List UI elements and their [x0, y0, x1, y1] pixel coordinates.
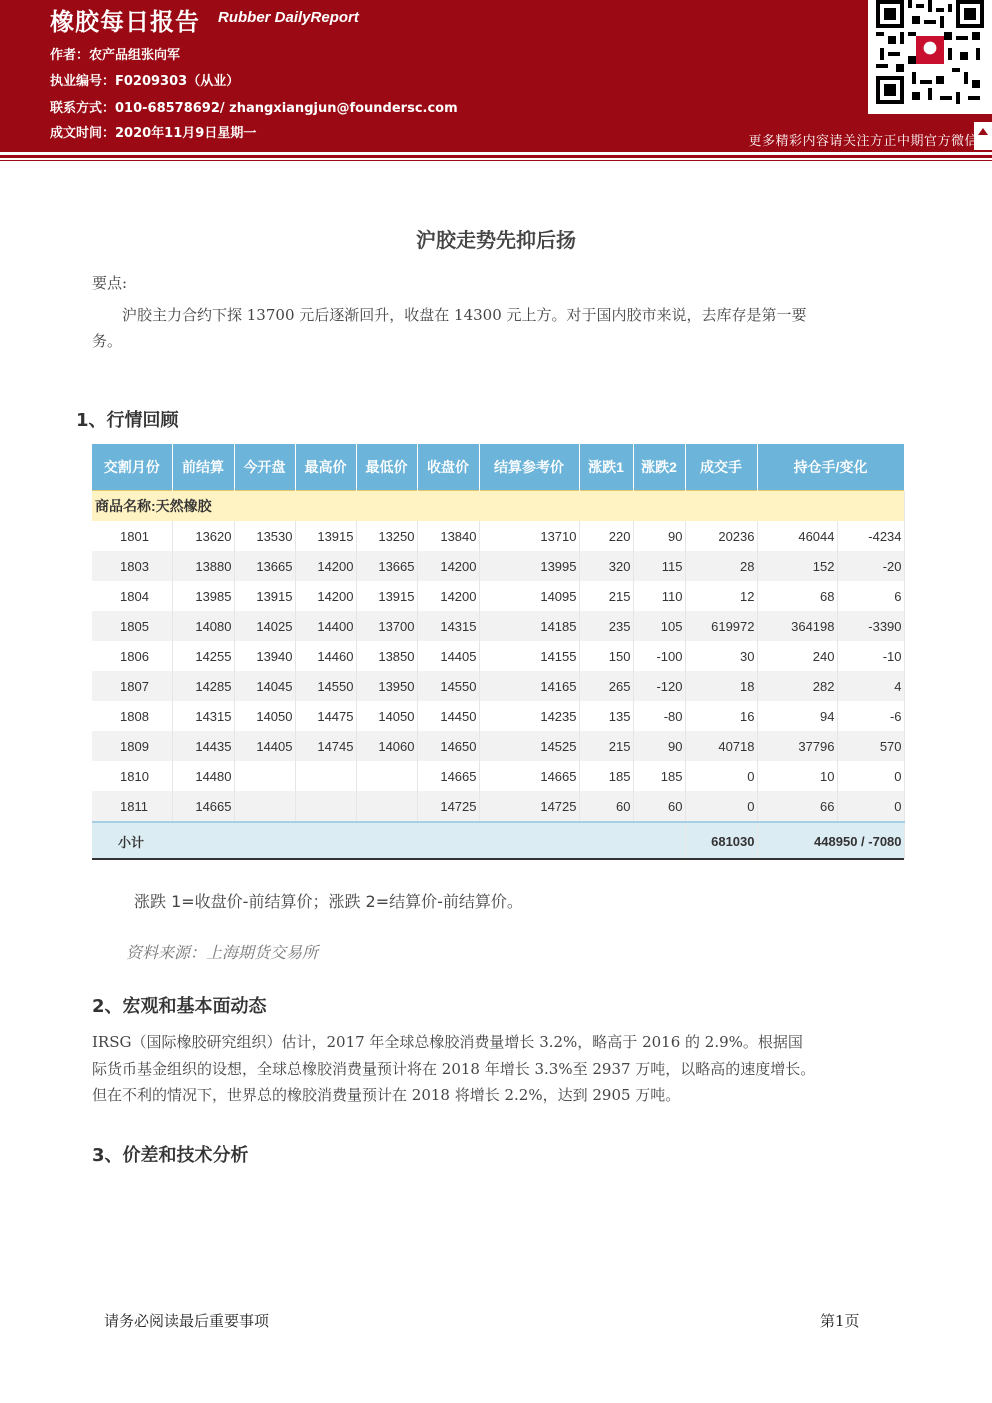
table-row — [92, 761, 904, 791]
table-cell: 13710 — [479, 521, 579, 551]
table-cell: 94 — [757, 701, 837, 731]
table-cell: 1806 — [92, 641, 172, 671]
follow-text: 更多精彩内容请关注方正中期官方微信 — [748, 134, 978, 149]
table-cell: 1801 — [92, 521, 172, 551]
table-cell: 14550 — [295, 671, 356, 701]
table-cell: -4234 — [837, 521, 904, 551]
table-cell: -100 — [633, 641, 685, 671]
table-cell: 1804 — [92, 581, 172, 611]
summary-text: 沪胶主力合约下探 13700 元后逐渐回升，收盘在 14300 元上方。对于国内胶市来说，去库存是第一要 — [122, 306, 807, 324]
footer-disclaimer: 请务必阅读最后重要事项 — [104, 1312, 270, 1330]
table-cell — [234, 791, 295, 822]
table-cell: 215 — [579, 581, 633, 611]
col-header: 结算参考价 — [479, 444, 579, 491]
table-cell: 0 — [837, 761, 904, 791]
table-cell: 14400 — [295, 611, 356, 641]
col-header: 今开盘 — [234, 444, 295, 491]
table-cell: 1810 — [92, 761, 172, 791]
table-bottom-border — [92, 858, 904, 860]
subtotal-row — [92, 822, 904, 859]
table-cell: 37796 — [757, 731, 837, 761]
macro-para-line: 但在不利的情况下，世界总的橡胶消费量预计在 2018 将增长 2.2%，达到 2905 万吨。 — [92, 1086, 681, 1104]
table-cell: 110 — [633, 581, 685, 611]
col-header: 交割月份 — [92, 444, 172, 491]
table-cell: 13985 — [172, 581, 234, 611]
section-heading-spread: 3、价差和技术分析 — [92, 1145, 249, 1166]
table-cell: 12 — [685, 581, 757, 611]
table-cell — [356, 791, 417, 822]
table-cell: 13530 — [234, 521, 295, 551]
author-line: 作者：农产品组张向军 — [50, 48, 181, 63]
table-cell: 14745 — [295, 731, 356, 761]
table-cell: 135 — [579, 701, 633, 731]
summary-text-cont: 务。 — [92, 332, 123, 350]
table-cell: 14050 — [356, 701, 417, 731]
table-cell: 14725 — [479, 791, 579, 822]
table-cell: 320 — [579, 551, 633, 581]
macro-para-line: 际货币基金组织的设想，全球总橡胶消费量预计将在 2018 年增长 3.3%至 2937 万吨，以略高的速度增长。 — [92, 1060, 816, 1078]
table-cell: 4 — [837, 671, 904, 701]
table-cell: 14165 — [479, 671, 579, 701]
subtotal-open-interest: 448950 / -7080 — [757, 822, 904, 859]
table-cell — [295, 791, 356, 822]
group-row — [92, 491, 904, 522]
table-cell: 18 — [685, 671, 757, 701]
table-cell: 66 — [757, 791, 837, 822]
table-cell: 90 — [633, 731, 685, 761]
header-divider — [0, 155, 992, 158]
table-cell: -20 — [837, 551, 904, 581]
table-cell: 1805 — [92, 611, 172, 641]
data-source: 资料来源：上海期货交易所 — [126, 943, 319, 962]
table-cell: 14025 — [234, 611, 295, 641]
table-cell: 14650 — [417, 731, 479, 761]
table-cell: 40718 — [685, 731, 757, 761]
table-row — [92, 611, 904, 641]
table-cell: 0 — [685, 791, 757, 822]
table-cell: 14405 — [417, 641, 479, 671]
table-cell: 14200 — [417, 551, 479, 581]
table-cell: 0 — [685, 761, 757, 791]
macro-para-line: IRSG（国际橡胶研究组织）估计，2017 年全球总橡胶消费量增长 3.2%，略高于 2016 的 2.9%。根据国 — [92, 1033, 803, 1051]
table-cell: 20236 — [685, 521, 757, 551]
table-cell: -10 — [837, 641, 904, 671]
table-cell: 14315 — [172, 701, 234, 731]
table-cell: 13915 — [234, 581, 295, 611]
table-cell: 14665 — [172, 791, 234, 822]
table-cell: 13620 — [172, 521, 234, 551]
table-cell: 570 — [837, 731, 904, 761]
col-header: 持仓手/变化 — [757, 444, 904, 491]
table-cell: 90 — [633, 521, 685, 551]
license-line: 执业编号：F0209303（从业） — [50, 74, 240, 89]
table-cell: 13950 — [356, 671, 417, 701]
table-cell: 14200 — [417, 581, 479, 611]
table-cell: 14060 — [356, 731, 417, 761]
table-cell: 14200 — [295, 551, 356, 581]
table-cell: 13665 — [234, 551, 295, 581]
table-cell: 220 — [579, 521, 633, 551]
table-cell: 150 — [579, 641, 633, 671]
table-cell: 105 — [633, 611, 685, 641]
table-cell: 1808 — [92, 701, 172, 731]
table-cell: -120 — [633, 671, 685, 701]
table-cell: 13850 — [356, 641, 417, 671]
table-cell: 185 — [633, 761, 685, 791]
table-cell: 14315 — [417, 611, 479, 641]
summary-label: 要点: — [92, 274, 128, 292]
table-cell: 14155 — [479, 641, 579, 671]
table-row — [92, 641, 904, 671]
table-cell: 14235 — [479, 701, 579, 731]
table-cell: 152 — [757, 551, 837, 581]
table-cell: 14480 — [172, 761, 234, 791]
table-cell: 13915 — [356, 581, 417, 611]
table-cell: 60 — [633, 791, 685, 822]
table-cell: 1809 — [92, 731, 172, 761]
table-cell: 13665 — [356, 551, 417, 581]
table-cell: 619972 — [685, 611, 757, 641]
table-cell: 14725 — [417, 791, 479, 822]
table-row — [92, 731, 904, 761]
table-cell: 1807 — [92, 671, 172, 701]
report-header — [0, 0, 992, 152]
table-cell: 30 — [685, 641, 757, 671]
subtotal-label: 小计 — [92, 822, 685, 859]
qr-code-icon[interactable] — [868, 0, 992, 114]
document-title: 沪胶走势先抑后扬 — [416, 228, 576, 252]
table-cell: 14050 — [234, 701, 295, 731]
table-cell: 14460 — [295, 641, 356, 671]
table-cell: 14550 — [417, 671, 479, 701]
table-cell: 240 — [757, 641, 837, 671]
table-row — [92, 551, 904, 581]
table-cell: 1811 — [92, 791, 172, 822]
table-cell — [356, 761, 417, 791]
table-cell: 14095 — [479, 581, 579, 611]
table-cell: 13700 — [356, 611, 417, 641]
table-cell: 14405 — [234, 731, 295, 761]
table-cell: 265 — [579, 671, 633, 701]
group-label: 商品名称:天然橡胶 — [92, 491, 904, 522]
table-cell: 13995 — [479, 551, 579, 581]
col-header: 最高价 — [295, 444, 356, 491]
table-cell: 1803 — [92, 551, 172, 581]
table-cell: 14255 — [172, 641, 234, 671]
table-cell: 14665 — [479, 761, 579, 791]
table-cell: 28 — [685, 551, 757, 581]
quotes-table — [92, 444, 904, 859]
col-header: 最低价 — [356, 444, 417, 491]
table-cell: 14045 — [234, 671, 295, 701]
table-cell: 13250 — [356, 521, 417, 551]
table-cell: -3390 — [837, 611, 904, 641]
table-cell: 215 — [579, 731, 633, 761]
table-row — [92, 671, 904, 701]
table-cell: 14450 — [417, 701, 479, 731]
table-cell: 282 — [757, 671, 837, 701]
table-cell: 46044 — [757, 521, 837, 551]
page-number: 第1页 — [820, 1312, 860, 1330]
table-note: 涨跌 1=收盘价-前结算价；涨跌 2=结算价-前结算价。 — [134, 892, 523, 911]
col-header: 收盘价 — [417, 444, 479, 491]
table-row — [92, 791, 904, 822]
table-cell: 0 — [837, 791, 904, 822]
col-header: 涨跌2 — [633, 444, 685, 491]
table-cell: 185 — [579, 761, 633, 791]
col-header: 成交手 — [685, 444, 757, 491]
table-row — [92, 521, 904, 551]
table-cell: 364198 — [757, 611, 837, 641]
table-cell: 14200 — [295, 581, 356, 611]
date-line: 成文时间：2020年11月9日星期一 — [50, 126, 257, 141]
table-cell: 68 — [757, 581, 837, 611]
table-cell: 13880 — [172, 551, 234, 581]
header-divider-thin — [0, 160, 992, 161]
table-cell: 14285 — [172, 671, 234, 701]
table-cell: 115 — [633, 551, 685, 581]
table-row — [92, 581, 904, 611]
section-heading-macro: 2、宏观和基本面动态 — [92, 996, 267, 1017]
table-cell: 13840 — [417, 521, 479, 551]
subtotal-volume: 681030 — [685, 822, 757, 859]
contact-line: 联系方式：010-68578692/ zhangxiangjun@foundersc.com — [50, 101, 458, 116]
table-cell: 14475 — [295, 701, 356, 731]
section-heading-market-review: 1、行情回顾 — [76, 410, 179, 431]
table-cell: 14185 — [479, 611, 579, 641]
table-cell: -6 — [837, 701, 904, 731]
table-cell: 14665 — [417, 761, 479, 791]
table-cell: 60 — [579, 791, 633, 822]
table-cell — [295, 761, 356, 791]
table-cell: 14080 — [172, 611, 234, 641]
table-cell: 14525 — [479, 731, 579, 761]
table-header-row — [92, 444, 904, 491]
report-subtitle: Rubber DailyReport — [218, 9, 359, 26]
table-cell: 10 — [757, 761, 837, 791]
table-row — [92, 701, 904, 731]
table-cell: 14435 — [172, 731, 234, 761]
table-cell — [234, 761, 295, 791]
col-header: 涨跌1 — [579, 444, 633, 491]
table-cell: 13915 — [295, 521, 356, 551]
table-cell: 13940 — [234, 641, 295, 671]
table-cell: -80 — [633, 701, 685, 731]
table-cell: 6 — [837, 581, 904, 611]
report-title: 橡胶每日报告 — [50, 8, 200, 36]
table-cell: 235 — [579, 611, 633, 641]
col-header: 前结算 — [172, 444, 234, 491]
table-cell: 16 — [685, 701, 757, 731]
